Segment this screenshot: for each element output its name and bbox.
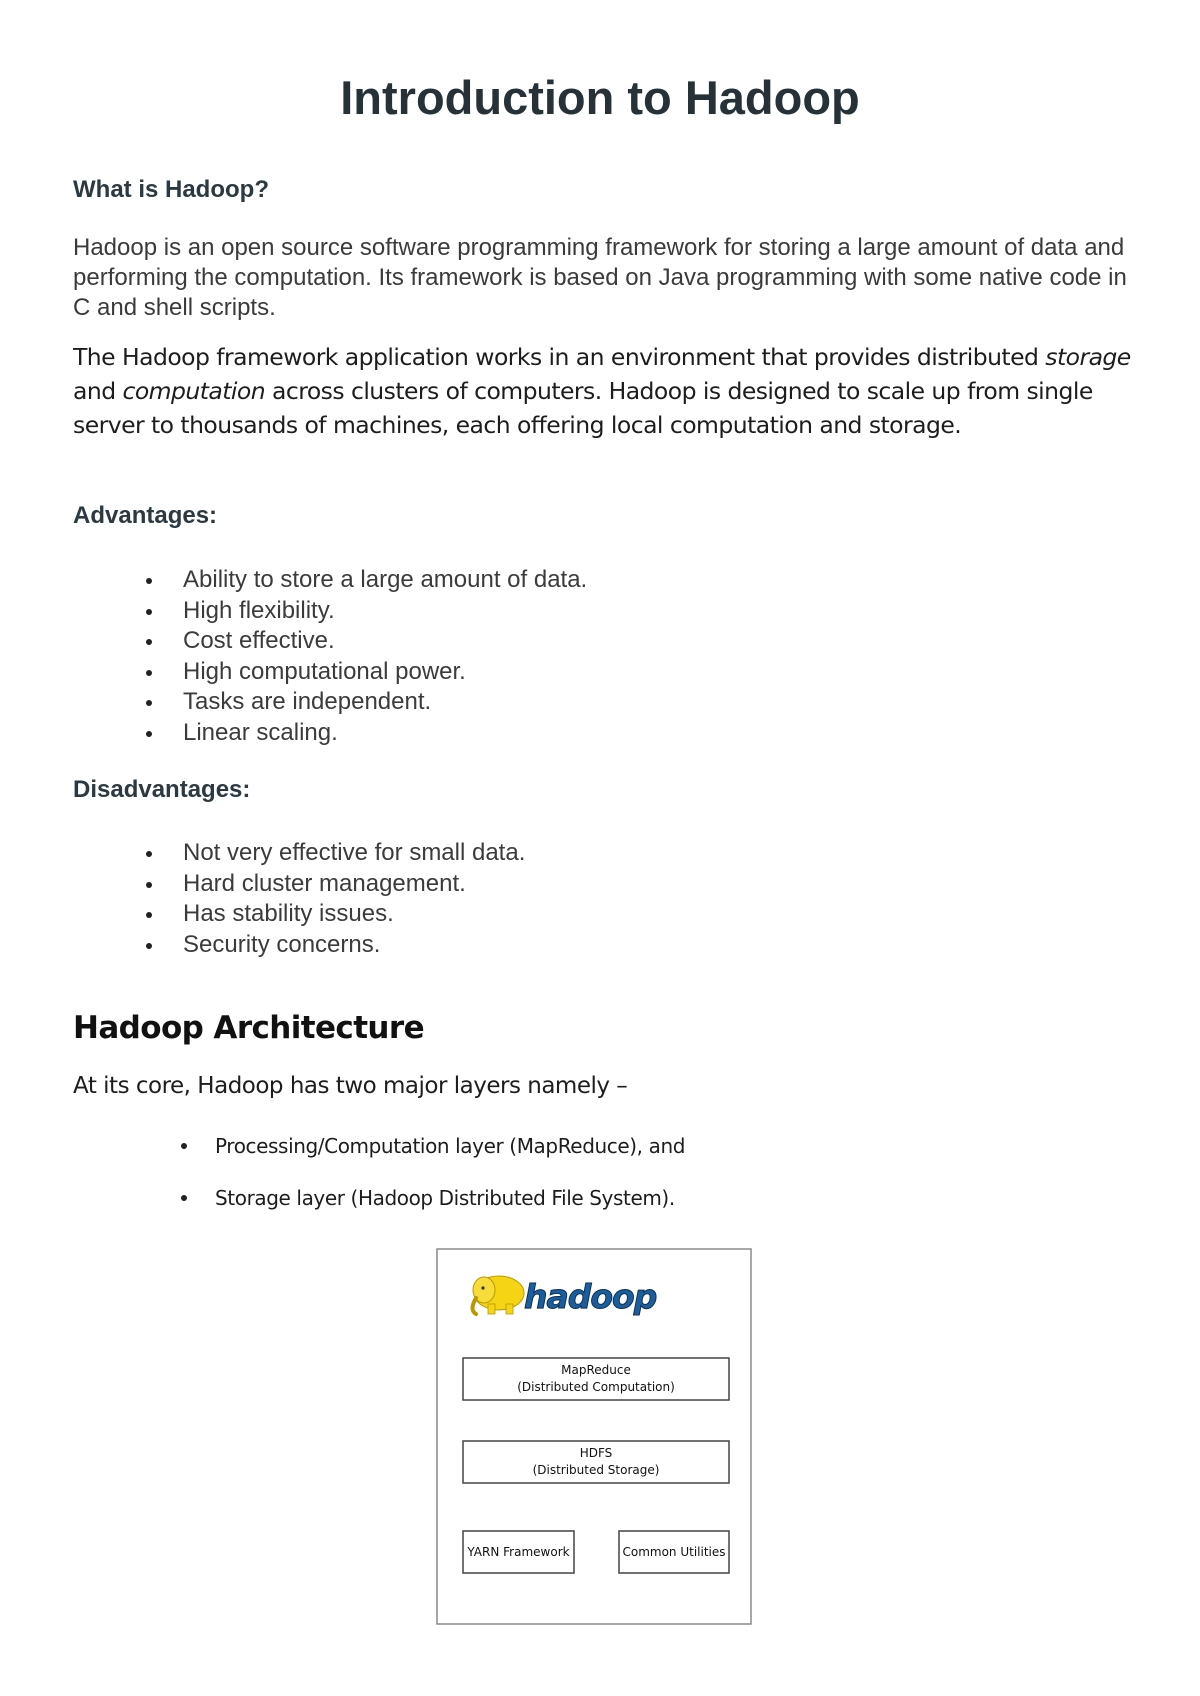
hadoop-logo-text: hadoop <box>524 1277 657 1316</box>
framework-paragraph: The Hadoop framework application works in an environment that provides distributed storage and computation across clusters of computers. Hadoop is designed to scale up from single server to thousands of machines, each offering local computation and storage. <box>73 343 1131 439</box>
what-is-heading: What is Hadoop? <box>73 176 269 203</box>
disadvantages-heading: Disadvantages: <box>73 776 251 803</box>
list-item: Tasks are independent. <box>73 687 587 718</box>
architecture-intro: At its core, Hadoop has two major layers namely – <box>73 1073 628 1099</box>
advantages-heading: Advantages: <box>73 502 218 529</box>
architecture-heading: Hadoop Architecture <box>73 1010 425 1046</box>
hdfs-label: HDFS <box>579 1446 613 1460</box>
diagram-svg <box>436 1248 752 1625</box>
list-item: Processing/Computation layer (MapReduce), and <box>73 1120 685 1172</box>
mapreduce-label: MapReduce <box>561 1363 631 1377</box>
list-item: Hard cluster management. <box>73 869 525 900</box>
disadvantages-list <box>73 838 525 960</box>
yarn-label: YARN Framework <box>467 1545 570 1559</box>
hdfs-sublabel: (Distributed Storage) <box>532 1463 660 1477</box>
list-item: Not very effective for small data. <box>73 838 525 869</box>
list-item: High computational power. <box>73 657 587 688</box>
list-item: Storage layer (Hadoop Distributed File System). <box>73 1172 685 1224</box>
list-item: Ability to store a large amount of data. <box>73 565 587 596</box>
storage-emphasis: storage <box>1045 343 1131 371</box>
list-item: Linear scaling. <box>73 718 587 749</box>
list-item: Cost effective. <box>73 626 587 657</box>
layers-list <box>73 1120 685 1224</box>
list-item: High flexibility. <box>73 596 587 627</box>
list-item: Security concerns. <box>73 930 525 961</box>
page-title: Introduction to Hadoop <box>340 71 860 124</box>
hadoop-architecture-diagram <box>436 1248 752 1625</box>
mapreduce-sublabel: (Distributed Computation) <box>517 1380 675 1394</box>
common-utilities-label: Common Utilities <box>622 1545 726 1559</box>
list-item: Has stability issues. <box>73 899 525 930</box>
computation-emphasis: computation <box>122 377 266 405</box>
intro-paragraph: Hadoop is an open source software programming framework for storing a large amount of data and performing the computation. Its framework is based on Java programming with some native code in C and shell scripts. <box>73 234 1127 321</box>
advantages-list <box>73 565 587 748</box>
